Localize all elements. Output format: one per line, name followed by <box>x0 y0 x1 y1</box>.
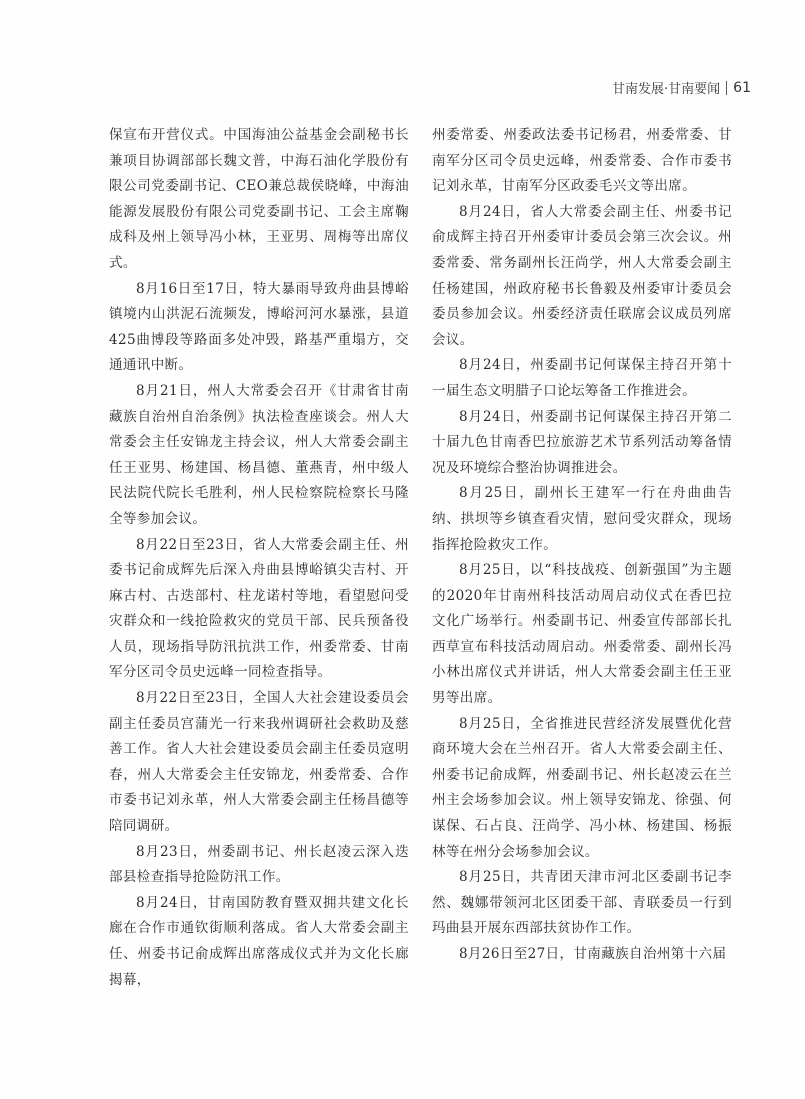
header-divider <box>726 81 727 95</box>
paragraph: 8月25日，副州长王建军一行在舟曲曲告纳、拱坝等乡镇查看灾情，慰问受灾群众，现场指挥抢险救灾工作。 <box>432 485 732 553</box>
paragraph: 8月23日，州委副书记、州长赵凌云深入迭部县检查指导抢险防汛工作。 <box>109 843 409 886</box>
paragraph: 8月21日，州人大常委会召开《甘肃省甘南藏族自治州自治条例》执法检查座谈会。州人大常委会主任安锦龙主持会议，州人大常委会副主任王亚男、杨建国、杨昌德、董燕青，州中级人民法院代院长毛胜利，州人民检察院检察长马隆全等参加会议。 <box>109 382 409 527</box>
paragraph: 8月22日至23日，省人大常委会副主任、州委书记俞成辉先后深入舟曲县博峪镇尖吉村、开麻古村、古迭部村、柱龙诺村等地，看望慰问受灾群众和一线抢险救灾的党员干部、民兵预备役人员，现场指导防汛抗洪工作，州委常委、甘南军分区司令员史远峰一同检查指导。 <box>109 536 409 681</box>
paragraph: 8月25日，以“科技战疫、创新强国”为主题的2020年甘南州科技活动周启动仪式在香巴拉文化广场举行。州委副书记、州委宣传部部长扎西草宣布科技活动周启动。州委常委、副州长冯小林出席仪式并讲话，州人大常委会副主任王亚男等出席。 <box>432 562 732 707</box>
paragraph: 8月24日，州委副书记何谋保主持召开第十一届生态文明腊子口论坛筹备工作推进会。 <box>432 357 732 399</box>
paragraph: 8月25日，全省推进民营经济发展暨优化营商环境大会在兰州召开。省人大常委会副主任、州委书记俞成辉，州委副书记、州长赵凌云在兰州主会场参加会议。州上领导安锦龙、徐强、何谋保、石占良、汪尚学、冯小林、杨建国、杨振林等在州分会场参加会议。 <box>432 715 732 860</box>
paragraph: 8月25日，共青团天津市河北区委副书记李然、魏娜带领河北区团委干部、青联委员一行到玛曲县开展东西部扶贫协作工作。 <box>432 869 732 937</box>
paragraph: 8月24日，州委副书记何谋保主持召开第二十届九色甘南香巴拉旅游艺术节系列活动筹备情况及环境综合整治协调推进会。 <box>432 408 732 476</box>
paragraph: 8月24日，省人大常委会副主任、州委书记俞成辉主持召开州委审计委员会第三次会议。州委常委、常务副州长汪尚学，州人大常委会副主任杨建国，州政府秘书长鲁毅及州委审计委员会委员参加会议。州委经济责任联席会议成员列席会议。 <box>432 203 732 348</box>
paragraph: 8月24日，甘南国防教育暨双拥共建文化长廊在合作市通钦街顺利落成。省人大常委会副主任、州委书记俞成辉出席落成仪式并为文化长廊揭幕， <box>109 894 409 988</box>
running-header <box>612 78 751 97</box>
paragraph: 8月22日至23日，全国人大社会建设委员会副主任委员宫蒲光一行来我州调研社会救助及慈善工作。省人大社会建设委员会副主任委员寇明春，州人大常委会主任安锦龙，州委常委、合作市委书记刘永革，州人大常委会副主任杨昌德等陪同调研。 <box>109 690 409 835</box>
paragraph: 保宣布开营仪式。中国海油公益基金会副秘书长兼项目协调部部长魏文普，中海石油化学股份有限公司党委副书记、CEO兼总裁侯晓峰，中海油能源发展股份有限公司党委副书记、工会主席鞠成科及州上领导冯小林，王亚男、周梅等出席仪式。 <box>109 127 409 271</box>
left-column <box>109 123 409 993</box>
paragraph: 8月26日至27日，甘南藏族自治州第十六届 <box>459 946 727 962</box>
section-title: 甘南发展·甘南要闻 <box>612 82 721 97</box>
paragraph: 8月16日至17日，特大暴雨导致舟曲县博峪镇境内山洪泥石流频发，博峪河河水暴涨，县道425曲博段等路面多处冲毁，路基严重塌方，交通通讯中断。 <box>109 280 409 374</box>
right-column <box>432 123 732 968</box>
page-number: 61 <box>733 79 751 96</box>
paragraph: 州委常委、州委政法委书记杨君，州委常委、甘南军分区司令员史远峰，州委常委、合作市委书记刘永革，甘南军分区政委毛兴文等出席。 <box>432 127 732 195</box>
